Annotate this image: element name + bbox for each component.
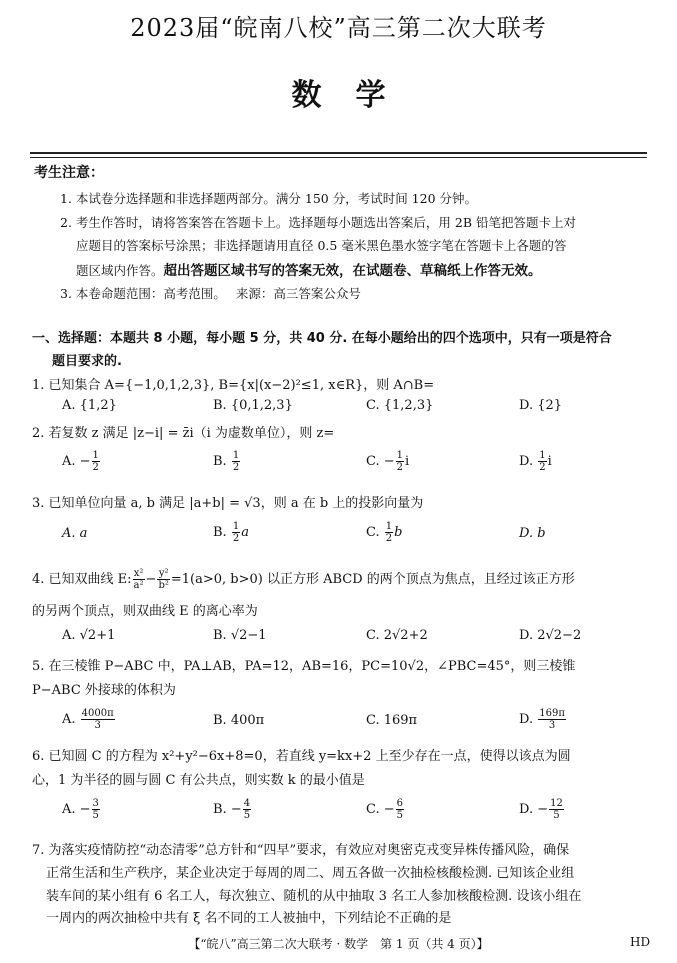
notice-item-2-line-3	[76, 259, 542, 279]
notice-heading: 考生注意：	[34, 165, 104, 181]
question-6-stem-line-1: 6. 已知圆 C 的方程为 x²+y²−6x+8=0，若直线 y=kx+2 上至少存在一点，使得以该点为圆	[32, 749, 571, 764]
question-2-option-d: D. $\frac{1}{2}$ i	[519, 450, 552, 473]
question-1-option-c: C. {1,2,3}	[366, 398, 434, 413]
section-1-heading-line-2: 题目要求的.	[52, 354, 122, 369]
subject-title: 数学	[291, 78, 420, 113]
question-5-option-d: D. $\frac{169\pi}{3}$	[519, 708, 565, 731]
question-2-stem: 2. 若复数 z 满足 |z−i| = z̄i（i 为虚数单位），则 z=	[32, 426, 335, 441]
question-5-option-b: B. 400π	[213, 713, 265, 728]
question-7-line-1: 7. 为落实疫情防控“动态清零”总方针和“四早”要求，有效应对奥密克戎变异株传播风险，确保	[32, 843, 570, 858]
exam-title: 2023届“皖南八校”高三第二次大联考	[130, 14, 547, 42]
notice-item-1: 1. 本试卷分选择题和非选择题两部分。满分 150 分，考试时间 120 分钟。	[60, 191, 478, 206]
question-4-stem-line-2: 的另两个顶点，则双曲线 E 的离心率为	[32, 604, 258, 619]
question-4-option-d: D. 2√2−2	[519, 628, 582, 643]
question-6-option-a: A. − $\frac{3}{5}$	[62, 798, 99, 821]
question-2-option-b: B. $\frac{1}{2}$	[213, 450, 240, 473]
notice-item-2-line-3-a: 题区域内作答。	[76, 263, 164, 278]
question-3-option-d: D. b	[519, 526, 546, 541]
page-footer: 【“皖八”高三第二次大联考 · 数学 第 1 页（共 4 页）】	[188, 937, 489, 951]
question-4-option-c: C. 2√2+2	[366, 628, 428, 643]
notice-warning-bold: 超出答题区域书写的答案无效，在试题卷、草稿纸上作答无效。	[163, 263, 542, 279]
question-6-option-d: D. − $\frac{12}{5}$	[519, 798, 563, 821]
question-6-stem-line-2: 心，1 为半径的圆与圆 C 有公共点，则实数 k 的最小值是	[32, 773, 365, 788]
notice-source: 来源：高三答案公众号	[235, 286, 361, 301]
question-7-line-3: 装车间的某小组有 6 名工人，每次独立、随机的从中抽取 3 名工人参加核酸检测. 设该小组在	[46, 889, 582, 904]
question-5-stem-line-1: 5. 在三棱锥 P−ABC 中，PA⊥AB，PA=12，AB=16，PC=10√2，∠PBC=45°，则三棱锥	[32, 659, 576, 674]
question-1-stem: 1. 已知集合 A={−1,0,1,2,3}, B={x|(x−2)²≤1, x∈R}，则 A∩B=	[32, 378, 435, 393]
question-3-option-b: B. $\frac{1}{2}$ a	[213, 521, 249, 544]
notice-item-2-line-2: 应题目的答案标号涂黑；非选择题请用直径 0.5 毫米黑色墨水签字笔在答题卡上各题的答	[76, 238, 567, 253]
question-3-stem: 3. 已知单位向量 a, b 满足 |a+b| = √3，则 a 在 b 上的投影向量为	[32, 496, 424, 511]
question-3-option-a: A. a	[62, 526, 88, 541]
footer-code: HD	[630, 935, 651, 949]
question-4-option-b: B. √2−1	[213, 628, 267, 643]
question-2-option-a: A. − $\frac{1}{2}$	[62, 450, 99, 473]
section-1-heading-line-1: 一、选择题：本题共 8 小题，每小题 5 分，共 40 分. 在每小题给出的四个选项中，只有一项是符合	[32, 331, 612, 346]
question-4-option-a: A. √2+1	[62, 628, 116, 643]
question-7-line-2: 正常生活和生产秩序，某企业决定于每周的周二、周五各做一次抽检核酸检测. 已知该企业组	[46, 866, 575, 881]
question-2-option-c: C. − $\frac{1}{2}$ i	[366, 450, 410, 473]
notice-item-3	[60, 284, 361, 302]
notice-item-3-text: 3. 本卷命题范围：高考范围。	[60, 286, 226, 301]
question-5-stem-line-2: P−ABC 外接球的体积为	[32, 683, 176, 698]
question-1-option-a: A. {1,2}	[62, 398, 117, 413]
notice-item-2-line-1: 2. 考生作答时，请将答案答在答题卡上。选择题每小题选出答案后，用 2B 铅笔把答题卡上对	[60, 215, 576, 230]
question-3-option-c: C. $\frac{1}{2}$ b	[366, 521, 403, 544]
question-5-option-a: A. $\frac{4000\pi}{3}$	[62, 708, 114, 731]
question-6-option-b: B. − $\frac{4}{5}$	[213, 798, 251, 821]
question-4-stem: 4. 已知双曲线 E: $\frac{\text{x²}}{\text{a²}}$ − $\frac{\text{y²}}{\text{b²}}$ =1(a>0, b>0) 以正方形 ABCD 的两个顶点为焦点，且经过该正方形	[32, 568, 575, 591]
question-5-option-c: C. 169π	[366, 713, 418, 728]
header-rule-thick	[30, 152, 647, 154]
question-7-line-4: 一周内的两次抽检中共有 ξ 名不同的工人被抽中，下列结论不正确的是	[46, 911, 452, 926]
question-1-option-d: D. {2}	[519, 398, 563, 413]
question-6-option-c: C. − $\frac{6}{5}$	[366, 798, 404, 821]
header-rule-thin	[30, 157, 647, 158]
question-1-option-b: B. {0,1,2,3}	[213, 398, 293, 413]
